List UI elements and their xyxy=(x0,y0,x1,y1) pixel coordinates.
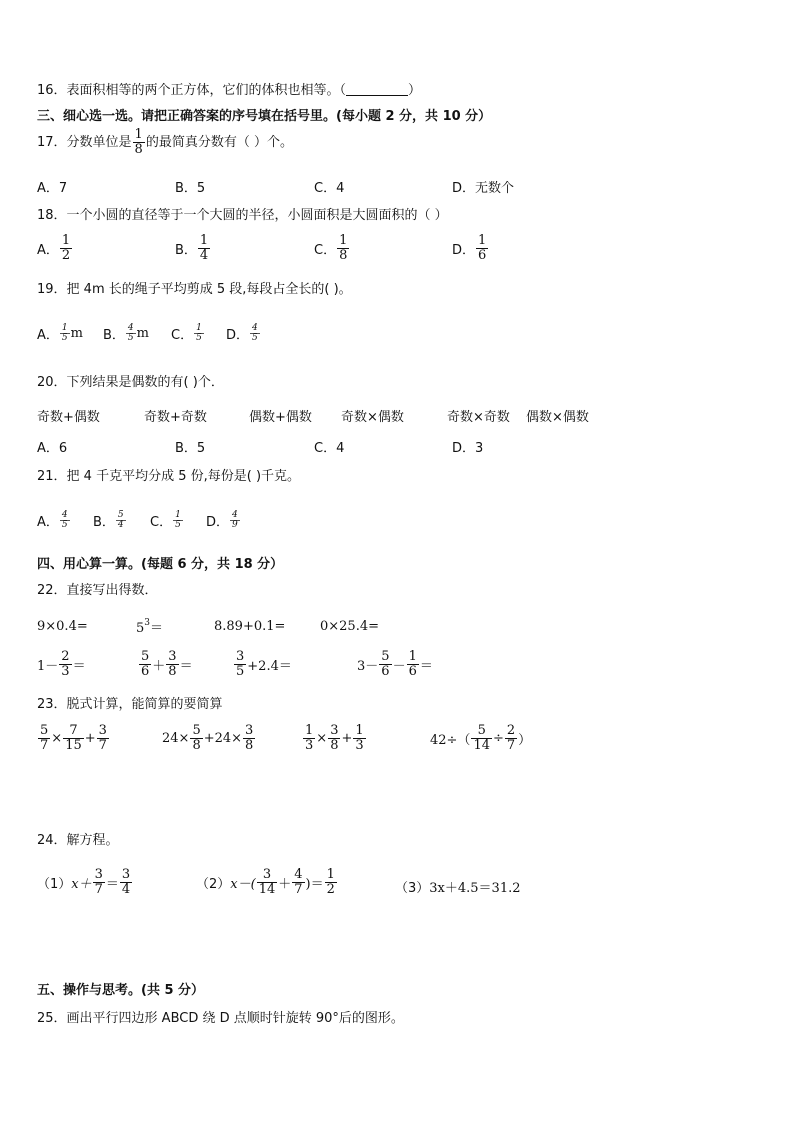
question-19: 19．把 4m 长的绳子平均剪成 5 段,每段占全长的( )。 xyxy=(37,282,352,297)
question-24: 24．解方程。 xyxy=(37,833,119,848)
calc-item: 8.89+0.1= xyxy=(214,619,286,634)
section-4-title: 四、用心算一算。(每题 6 分，共 18 分） xyxy=(37,557,284,572)
option-c[interactable]: C． $\frac{1}{8}$ xyxy=(314,233,348,263)
calc-item: $\frac{5}{7}$ × $\frac{7}{15}$ + $\frac{3}{7}$ xyxy=(40,723,107,753)
question-17: 17．分数单位是 $\frac{1}{8}$ 的最简真分数有（ ）个。 xyxy=(37,127,293,157)
question-25: 25．画出平行四边形 ABCD 绕 D 点顺时针旋转 90°后的图形。 xyxy=(37,1011,404,1026)
question-22: 22．直接写出得数． xyxy=(37,583,158,598)
calc-item: 3－ $\frac{5}{6}$ － $\frac{1}{6}$ ＝ xyxy=(357,649,433,679)
calc-item: 1－ $\frac{2}{3}$ ＝ xyxy=(37,649,86,679)
question-21: 21．把 4 千克平均分成 5 份,每份是( )千克。 xyxy=(37,469,301,484)
calc-item: 9×0.4= xyxy=(37,619,88,634)
expression-item: 奇数+奇数 xyxy=(144,410,207,425)
equation-3: （3） 3x＋4.5＝31.2 xyxy=(395,881,521,896)
option-d[interactable]: D． $\frac{4}{9}$ xyxy=(206,510,238,530)
option-d[interactable]: D．无数个 xyxy=(452,181,515,196)
answer-blank[interactable] xyxy=(346,82,408,96)
calc-item: $5^3=$ xyxy=(136,618,164,636)
expression-item: 奇数×奇数 xyxy=(447,410,510,425)
option-b[interactable]: B． $\frac{5}{4}$ xyxy=(93,510,124,530)
expression-item: 偶数×偶数 xyxy=(526,410,589,425)
option-d[interactable]: D． $\frac{4}{5}$ xyxy=(226,323,258,343)
option-d[interactable]: D．3 xyxy=(452,441,484,456)
expression-item: 偶数+偶数 xyxy=(249,410,312,425)
option-b[interactable]: B．5 xyxy=(175,441,206,456)
section-3-title: 三、细心选一选。请把正确答案的序号填在括号里。(每小题 2 分，共 10 分） xyxy=(37,109,492,124)
option-a[interactable]: A． $\frac{1}{5}$ m xyxy=(37,323,83,343)
equation-2: （2） x－( $\frac{3}{14}$ ＋ $\frac{4}{7}$ )＝ $\frac{1}{2}$ xyxy=(196,867,335,897)
option-c[interactable]: C． $\frac{1}{5}$ xyxy=(150,510,181,530)
option-b[interactable]: B． $\frac{4}{5}$ m xyxy=(103,323,149,343)
option-a[interactable]: A． $\frac{4}{5}$ xyxy=(37,510,68,530)
expression-item: 奇数×偶数 xyxy=(341,410,404,425)
option-c[interactable]: C．4 xyxy=(314,181,345,196)
option-a[interactable]: A． $\frac{1}{2}$ xyxy=(37,233,71,263)
equation-1: （1） x＋ $\frac{3}{7}$ ＝ $\frac{3}{4}$ xyxy=(37,867,131,897)
question-23: 23．脱式计算，能简算的要简算 xyxy=(37,697,223,712)
calc-item: $\frac{1}{3}$ × $\frac{3}{8}$ + $\frac{1}{3}$ xyxy=(305,723,364,753)
section-5-title: 五、操作与思考。(共 5 分） xyxy=(37,983,205,998)
expression-item: 奇数+偶数 xyxy=(37,410,100,425)
calc-item: 24× $\frac{5}{8}$ +24× $\frac{3}{8}$ xyxy=(162,723,254,753)
calc-item: $\frac{5}{6}$ ＋ $\frac{3}{8}$ ＝ xyxy=(141,649,193,679)
calc-item: $\frac{3}{5}$ +2.4＝ xyxy=(236,649,292,679)
question-16: 16．表面积相等的两个正方体，它们的体积也相等。（ ） xyxy=(37,83,422,98)
question-18: 18．一个小圆的直径等于一个大圆的半径，小圆面积是大圆面积的（ ） xyxy=(37,208,448,223)
option-c[interactable]: C．4 xyxy=(314,441,345,456)
calc-item: 0×25.4= xyxy=(320,619,380,634)
option-a[interactable]: A．6 xyxy=(37,441,68,456)
question-20: 20．下列结果是偶数的有( )个． xyxy=(37,375,224,390)
option-b[interactable]: B．5 xyxy=(175,181,206,196)
option-c[interactable]: C． $\frac{1}{5}$ xyxy=(171,323,202,343)
option-a[interactable]: A．7 xyxy=(37,181,68,196)
option-b[interactable]: B． $\frac{1}{4}$ xyxy=(175,233,209,263)
option-d[interactable]: D． $\frac{1}{6}$ xyxy=(452,233,487,263)
calc-item: 42÷（ $\frac{5}{14}$ ÷ $\frac{2}{7}$ ） xyxy=(430,723,532,753)
fraction: $\frac{1}{8}$ xyxy=(134,127,143,157)
